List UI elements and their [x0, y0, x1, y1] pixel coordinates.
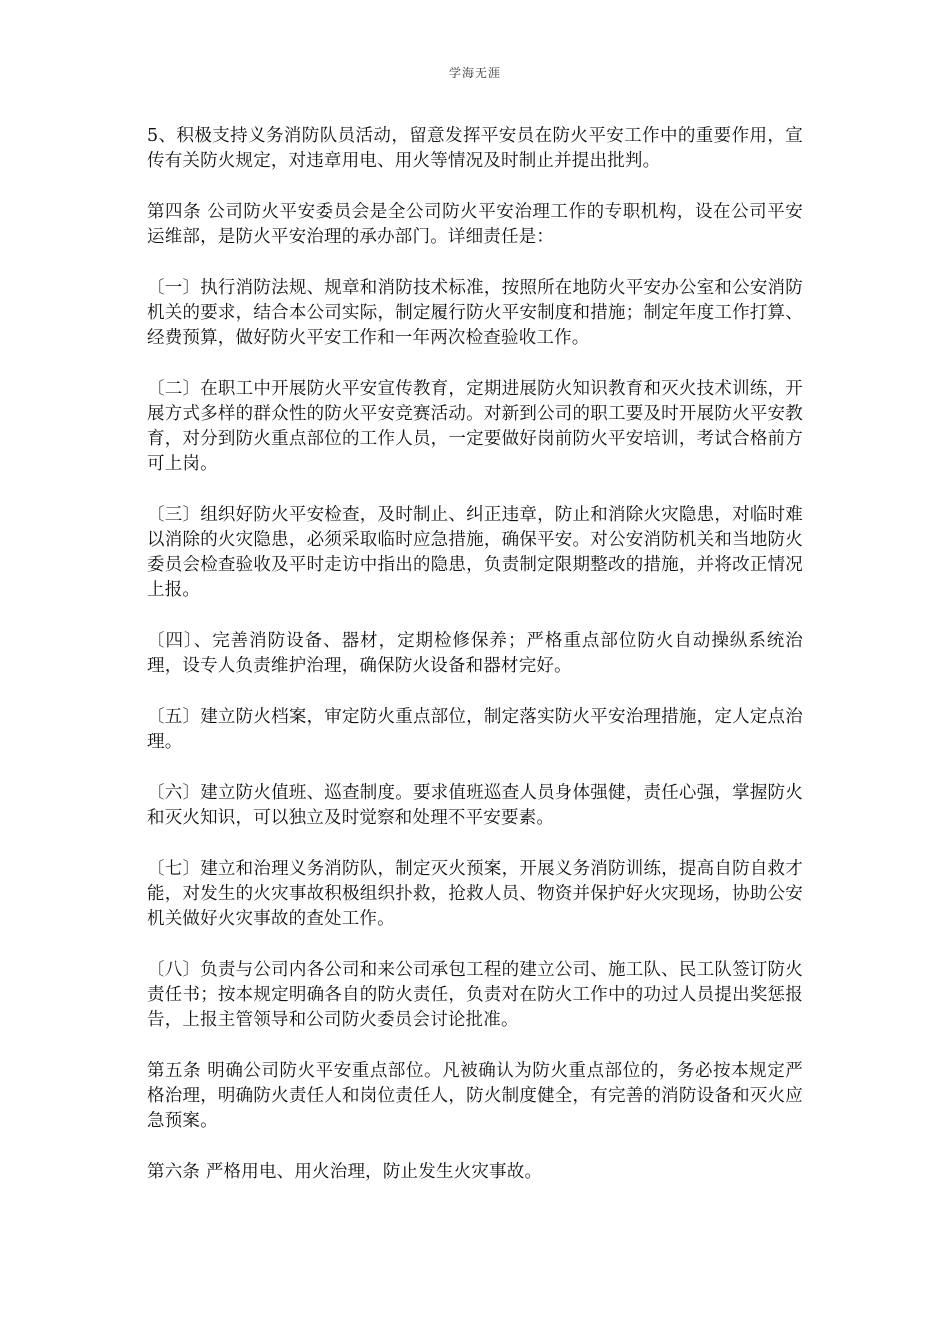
paragraph-duty-6: 〔六〕建立防火值班、巡查制度。要求值班巡查人员身体强健，责任心强，掌握防火和灭火知识，可以独立及时觉察和处理不平安要素。	[147, 783, 803, 828]
paragraph-duty-7: 〔七〕建立和治理义务消防队，制定灭火预案，开展义务消防训练，提高自防自救才能，对发生的火灾事故积极组织扑救，抢救人员、物资并保护好火灾现场，协助公安机关做好火灾事故的查处工作。	[147, 859, 803, 929]
paragraph-article-5: 第五条 明确公司防火平安重点部位。凡被确认为防火重点部位的，务必按本规定严格治理，明确防火责任人和岗位责任人，防火制度健全，有完善的消防设备和灭火应急预案。	[147, 1061, 803, 1131]
paragraph-duty-5: 〔五〕建立防火档案，审定防火重点部位，制定落实防火平安治理措施，定人定点治理。	[147, 707, 803, 752]
page-header: 学海无涯	[448, 66, 501, 80]
paragraph-article-6: 第六条 严格用电、用火治理，防止发生火灾事故。	[147, 1162, 543, 1182]
paragraph-article-4: 第四条 公司防火平安委员会是全公司防火平安治理工作的专职机构，设在公司平安运维部，是防火平安治理的承办部门。详细责任是：	[147, 202, 803, 247]
paragraph-item-5: 5、积极支持义务消防队员活动，留意发挥平安员在防火平安工作中的重要作用，宣传有关防火规定，对违章用电、用火等情况及时制止并提出批判。	[147, 126, 803, 171]
paragraph-duty-4: 〔四〕、完善消防设备、器材，定期检修保养；严格重点部位防火自动操纵系统治理，设专人负责维护治理，确保防火设备和器材完好。	[147, 631, 803, 676]
document-body	[147, 124, 803, 1211]
paragraph-duty-1: 〔一〕执行消防法规、规章和消防技术标准，按照所在地防火平安办公室和公安消防机关的要求，结合本公司实际，制定履行防火平安制度和措施；制定年度工作打算、经费预算，做好防火平安工作和一年两次检查验收工作。	[147, 278, 803, 348]
paragraph-duty-3: 〔三〕组织好防火平安检查，及时制止、纠正违章，防止和消除火灾隐患，对临时难以消除的火灾隐患，必须采取临时应急措施，确保平安。对公安消防机关和当地防火委员会检查验收及平时走访中指出的隐患，负责制定限期整改的措施，并将改正情况上报。	[147, 505, 803, 600]
paragraph-duty-2: 〔二〕在职工中开展防火平安宣传教育，定期进展防火知识教育和灭火技术训练，开展方式多样的群众性的防火平安竞赛活动。对新到公司的职工要及时开展防火平安教育，对分到防火重点部位的工作人员，一定要做好岗前防火平安培训，考试合格前方可上岗。	[147, 379, 803, 474]
paragraph-duty-8: 〔八〕负责与公司内各公司和来公司承包工程的建立公司、施工队、民工队签订防火责任书；按本规定明确各自的防火责任，负责对在防火工作中的功过人员提出奖惩报告，上报主管领导和公司防火委员会讨论批准。	[147, 960, 803, 1030]
